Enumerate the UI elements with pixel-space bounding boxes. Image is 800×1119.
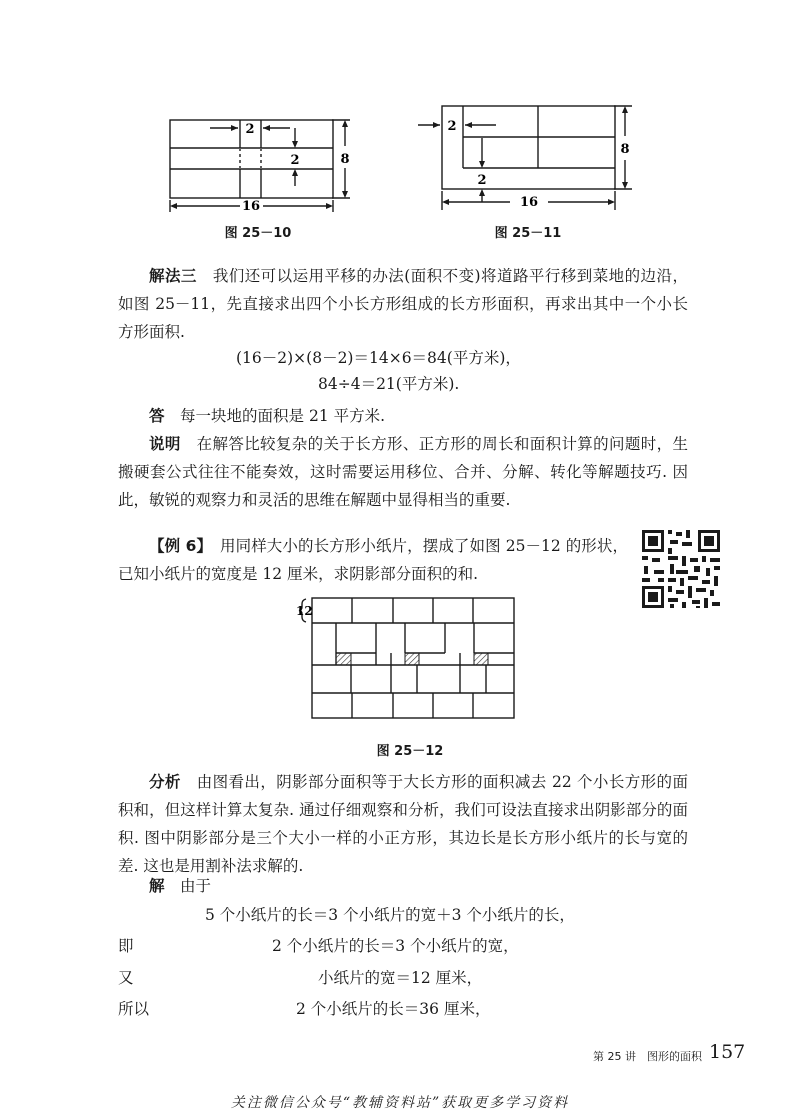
fig2-road-h-label: 2 — [477, 173, 487, 188]
equation-line-1: (16－2)×(8－2)＝14×6＝84(平方米)， — [236, 349, 521, 367]
example6-heading: 【例 6】 — [149, 537, 205, 555]
fig2-width-label: 16 — [519, 195, 539, 210]
analysis-paragraph — [118, 768, 688, 880]
fig3-side-label: 12 — [296, 604, 313, 618]
answer-paragraph — [118, 402, 688, 430]
solution-label-3: 又 — [118, 969, 134, 987]
solution-label-4: 所以 — [118, 1000, 150, 1018]
footer-chapter: 第 25 讲 图形的面积 — [593, 1050, 702, 1063]
figure-25-10-caption: 图 25－10 — [224, 226, 292, 241]
fig1-road-h-label: 2 — [290, 153, 300, 168]
solution-heading: 解 — [149, 877, 165, 895]
note-paragraph — [118, 430, 688, 514]
solution-line-4: 2 个小纸片的长＝36 厘米， — [296, 1000, 491, 1018]
figure-25-12-caption: 图 25－12 — [376, 744, 444, 759]
method3-text: 我们还可以运用平移的办法(面积不变)将道路平行移到菜地的边沿，如图 25－11，先直接求出四个小长方形组成的长方形面积，再求出其中一个小长方形面积. — [118, 267, 688, 341]
watermark: 关注微信公众号“教辅资料站”获取更多学习资料 — [230, 1095, 570, 1111]
method3-heading: 解法三 — [149, 267, 197, 285]
solution-line-1: 5 个小纸片的长＝3 个小纸片的宽＋3 个小纸片的长， — [205, 906, 575, 924]
answer-heading: 答 — [149, 407, 165, 425]
figure-25-10 — [150, 108, 360, 216]
analysis-heading: 分析 — [149, 773, 181, 791]
qr-code — [640, 528, 722, 610]
solution-label-2: 即 — [118, 937, 134, 955]
example6-text: 用同样大小的长方形小纸片，摆成了如图 25－12 的形状，已知小纸片的宽度是 12 厘米，求阴影部分面积的和. — [118, 537, 628, 583]
analysis-text: 由图看出，阴影部分面积等于大长方形的面积减去 22 个小长方形的面积和，但这样计算太复杂. 通过仔细观察和分析，我们可设法直接求出阴影部分的面积. 图中阴影部分是三个大小一样的小正方形，其边长是长方形小纸片的长与宽的差. 这也是用割补法求解的. — [118, 773, 688, 875]
fig2-height-label: 8 — [620, 142, 630, 157]
page-number: 157 — [709, 1041, 746, 1063]
equation-line-2: 84÷4＝21(平方米). — [318, 375, 460, 393]
solution-line-2: 2 个小纸片的长＝3 个小纸片的宽， — [272, 937, 519, 955]
example6-paragraph — [118, 532, 628, 588]
solution-line-3: 小纸片的宽＝12 厘米， — [318, 969, 483, 987]
answer-text: 每一块地的面积是 21 平方米. — [180, 407, 386, 425]
fig2-road-v-label: 2 — [447, 119, 457, 134]
note-heading: 说明 — [149, 435, 181, 453]
fig1-width-label: 16 — [241, 199, 261, 214]
figure-25-11-caption: 图 25－11 — [494, 226, 562, 241]
solution-intro — [118, 872, 688, 900]
figure-25-11 — [410, 98, 640, 216]
fig1-road-v-label: 2 — [245, 122, 255, 137]
figure-25-12 — [296, 590, 526, 726]
fig1-height-label: 8 — [340, 152, 350, 167]
solution-intro-text: 由于 — [180, 877, 212, 895]
method3-paragraph — [118, 262, 688, 346]
note-text: 在解答比较复杂的关于长方形、正方形的周长和面积计算的问题时，生搬硬套公式往往不能奏效，这时需要运用移位、合并、分解、转化等解题技巧. 因此，敏锐的观察力和灵活的思维在解题中显得相当的重要. — [118, 435, 688, 509]
